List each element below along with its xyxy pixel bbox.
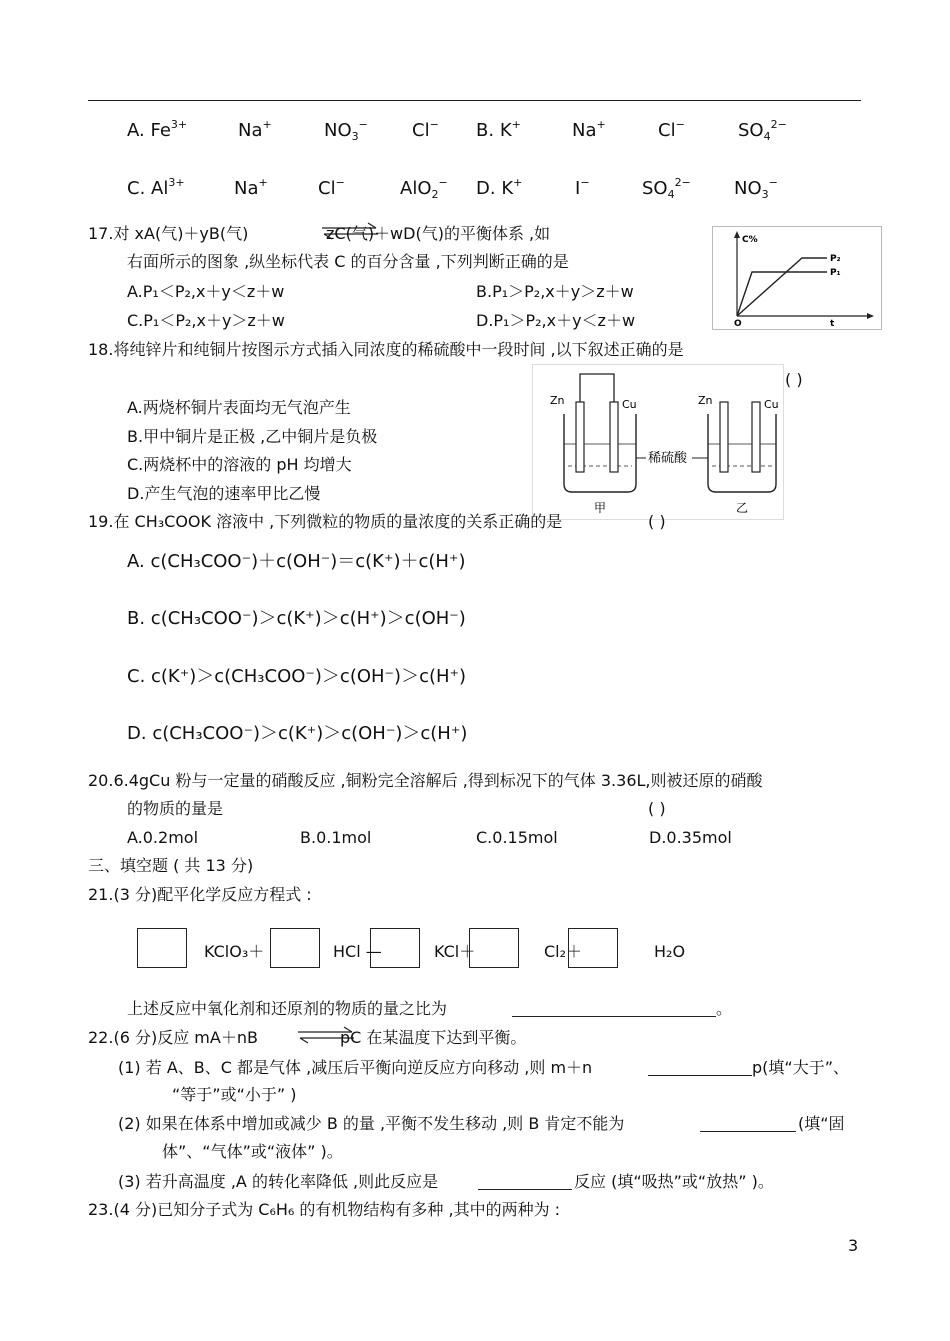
q23-stem: 23.(4 分)已知分子式为 C₆H₆ 的有机物结构有多种 ,其中的两种为 : xyxy=(88,1200,561,1219)
coefficient-box-2[interactable] xyxy=(270,928,320,968)
q16-option-a-ion2: Na+ xyxy=(238,118,272,141)
beaker2-label: 乙 xyxy=(736,501,749,515)
q19-option-c: C. c(K⁺)＞c(CH₃COO⁻)＞c(OH⁻)＞c(H⁺) xyxy=(127,666,467,687)
q19-answer-paren: ( ) xyxy=(648,512,666,531)
q22-part3-hint: 反应 (填“吸热”或“放热” )。 xyxy=(574,1172,774,1191)
q20-option-b: B.0.1mol xyxy=(300,828,372,847)
q19-option-a: A. c(CH₃COO⁻)＋c(OH⁻)＝c(K⁺)＋c(H⁺) xyxy=(127,551,466,572)
q16-option-b-ion3: Cl− xyxy=(658,118,685,141)
q17-option-c: C.P₁＜P₂,x＋y＞z＋w xyxy=(127,311,285,330)
graph-curve-p1: P₁ xyxy=(830,268,841,278)
q20-option-c: C.0.15mol xyxy=(476,828,558,847)
q18-option-d: D.产生气泡的速率甲比乙慢 xyxy=(127,484,321,503)
q16-option-c: C. $Al^{3+}$ xyxy=(127,176,185,199)
q16-option-a-ion3: $NO_3^-$ xyxy=(324,118,368,143)
q16-option-c-ion2: Na+ xyxy=(234,176,268,199)
acid-label: 稀硫酸 xyxy=(648,451,688,466)
q21-ratio-question: 上述反应中氧化剂和还原剂的物质的量之比为 xyxy=(127,999,448,1018)
q21-term-4: Cl₂＋ xyxy=(544,942,583,961)
q21-term-3: KCl＋ xyxy=(434,942,476,961)
q22-part1-hint: p(填“大于”、 xyxy=(752,1058,849,1077)
q16-option-d-ion4: $NO_3^-$ xyxy=(734,176,778,201)
graph-xlabel: t xyxy=(830,319,835,329)
q20-stem-line1: 20.6.4gCu 粉与一定量的硝酸反应 ,铜粉完全溶解后 ,得到标况下的气体 3.36L,则被还原的硝酸 xyxy=(88,771,763,790)
q22-stem-right: pC 在某温度下达到平衡。 xyxy=(340,1028,527,1047)
q22-part2: (2) 如果在体系中增加或减少 B 的量 ,平衡不发生移动 ,则 B 肯定不能为 xyxy=(118,1114,625,1133)
q21-term-2: HCl — xyxy=(333,942,382,961)
q17-stem-left: 17.对 xA(气)＋yB(气) xyxy=(88,224,249,243)
coefficient-box-3[interactable] xyxy=(370,928,420,968)
q17-option-d: D.P₁＞P₂,x＋y＜z＋w xyxy=(476,311,636,330)
q17-option-a: A.P₁＜P₂,x＋y＜z＋w xyxy=(127,282,285,301)
q19-stem: 19.在 CH₃COOK 溶液中 ,下列微粒的物质的量浓度的关系正确的是 xyxy=(88,512,563,531)
q21-term-5: H₂O xyxy=(654,942,686,961)
beaker1-cu-label: Cu xyxy=(622,398,637,411)
q20-option-a: A.0.2mol xyxy=(127,828,199,847)
q22-part3-blank[interactable] xyxy=(478,1172,572,1190)
beaker1-zn-label: Zn xyxy=(550,394,565,407)
q16-option-b-ion2: Na+ xyxy=(572,118,606,141)
q17-stem-line2: 右面所示的图象 ,纵坐标代表 C 的百分含量 ,下列判断正确的是 xyxy=(127,252,569,271)
q16-option-b: B. K+ xyxy=(476,118,521,141)
q18-beaker-figure xyxy=(532,364,784,520)
q18-option-b: B.甲中铜片是正极 ,乙中铜片是负极 xyxy=(127,427,378,446)
q20-option-d: D.0.35mol xyxy=(649,828,732,847)
graph-curve-p2: P₂ xyxy=(830,254,841,264)
q22-stem-left: 22.(6 分)反应 mA＋nB xyxy=(88,1028,258,1047)
q21-ratio-end: 。 xyxy=(716,999,733,1018)
q17-graph xyxy=(712,226,882,330)
beaker1-label: 甲 xyxy=(594,501,607,515)
q17-stem-right: zC(气)＋wD(气)的平衡体系 ,如 xyxy=(326,224,551,243)
q16-option-d: D. K+ xyxy=(476,176,523,199)
q19-option-d: D. c(CH₃COO⁻)＞c(K⁺)＞c(OH⁻)＞c(H⁺) xyxy=(127,723,468,744)
q16-option-d-ion3: $SO_4^{2-}$ xyxy=(642,176,691,201)
q16-option-a-ion4: Cl− xyxy=(412,118,439,141)
q21-ratio-blank[interactable] xyxy=(512,999,716,1017)
top-rule xyxy=(88,100,861,101)
graph-ylabel: C% xyxy=(742,235,758,245)
q16-option-b-ion4: $SO_4^{2-}$ xyxy=(738,118,787,143)
q16-option-c-ion3: Cl− xyxy=(318,176,345,199)
q22-part3: (3) 若升高温度 ,A 的转化率降低 ,则此反应是 xyxy=(118,1172,439,1191)
q18-answer-paren: ( ) xyxy=(785,370,803,389)
q20-stem-line2: 的物质的量是 xyxy=(127,799,224,818)
q18-stem: 18.将纯锌片和纯铜片按图示方式插入同浓度的稀硫酸中一段时间 ,以下叙述正确的是 xyxy=(88,340,684,359)
coefficient-box-1[interactable] xyxy=(137,928,187,968)
section-heading: 三、填空题 ( 共 13 分) xyxy=(88,856,254,875)
q20-answer-paren: ( ) xyxy=(648,799,666,818)
page-number: 3 xyxy=(848,1236,859,1255)
q21-stem: 21.(3 分)配平化学反应方程式 : xyxy=(88,885,312,904)
coefficient-box-5[interactable] xyxy=(568,928,618,968)
coefficient-box-4[interactable] xyxy=(469,928,519,968)
q22-part1: (1) 若 A、B、C 都是气体 ,减压后平衡向逆反应方向移动 ,则 m＋n xyxy=(118,1058,593,1077)
q16-option-d-ion2: I− xyxy=(575,176,590,199)
q17-option-b: B.P₁＞P₂,x＋y＞z＋w xyxy=(476,282,634,301)
q19-option-b: B. c(CH₃COO⁻)＞c(K⁺)＞c(H⁺)＞c(OH⁻) xyxy=(127,608,466,629)
q16-option-c-ion4: AlO$_2$− xyxy=(400,176,448,201)
beaker2-zn-label: Zn xyxy=(698,394,713,407)
q22-part1-blank[interactable] xyxy=(648,1058,752,1076)
q22-part2-hint: (填“固 xyxy=(798,1114,845,1133)
q22-part2-hint-line2: 体”、“气体”或“液体” )。 xyxy=(162,1142,343,1161)
q18-option-a: A.两烧杯铜片表面均无气泡产生 xyxy=(127,398,351,417)
beaker2-cu-label: Cu xyxy=(764,398,779,411)
q21-term-1: KClO₃＋ xyxy=(204,942,265,961)
q22-part2-blank[interactable] xyxy=(700,1114,796,1132)
q18-option-c: C.两烧杯中的溶液的 pH 均增大 xyxy=(127,455,352,474)
graph-origin: O xyxy=(734,319,742,329)
q16-option-a: A. $Fe^{3+}$ xyxy=(127,118,188,141)
q22-part1-hint-line2: “等于”或“小于” ) xyxy=(172,1085,297,1104)
